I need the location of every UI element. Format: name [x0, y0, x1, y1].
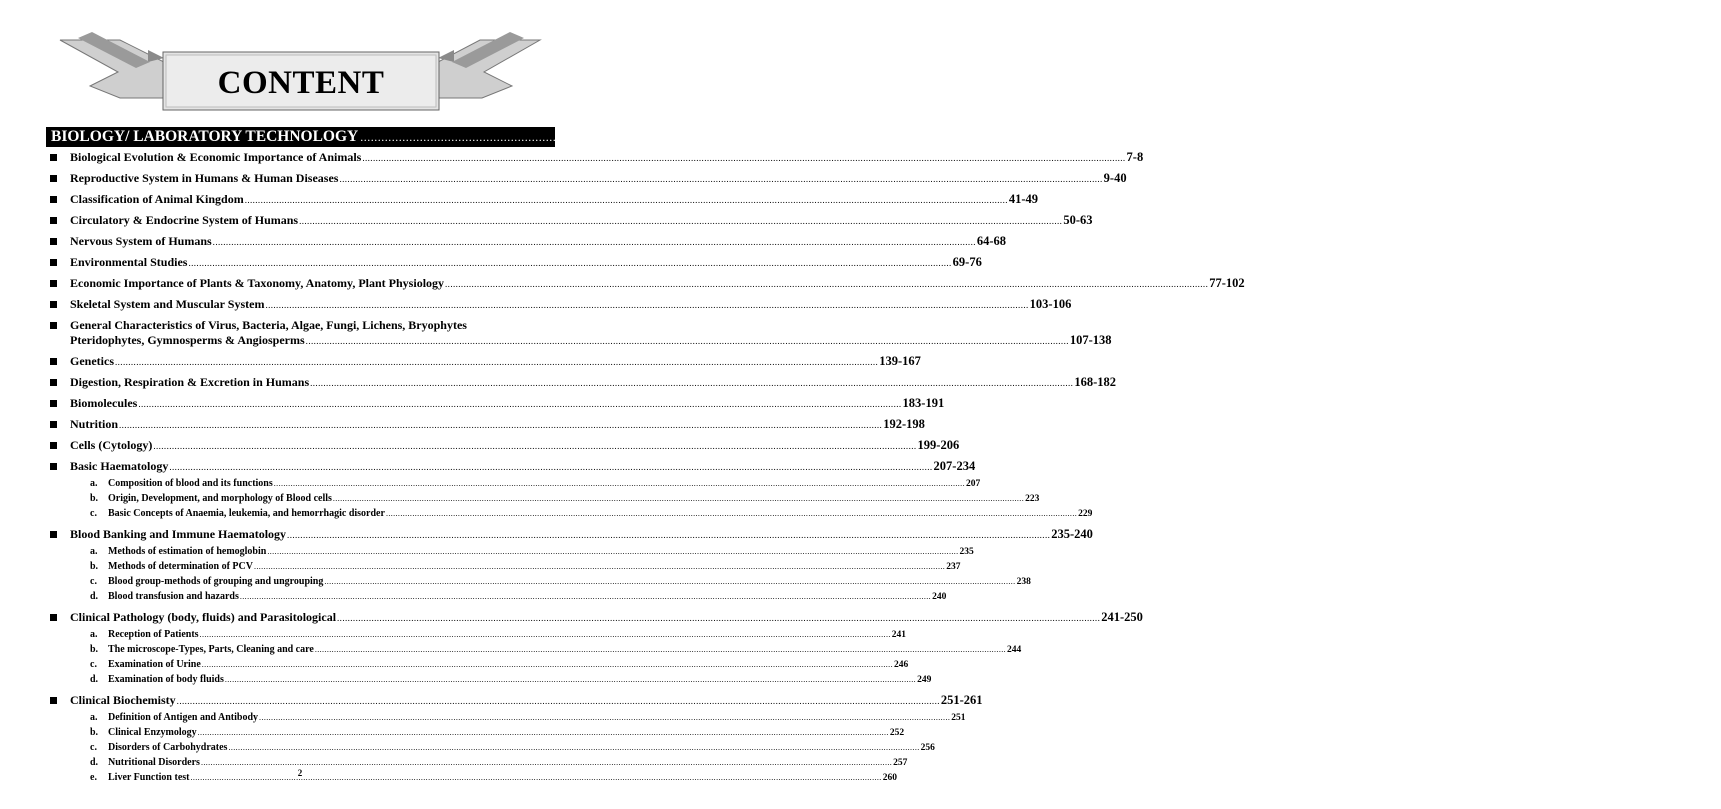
subentry-title: Methods of estimation of hemoglobin — [108, 546, 267, 557]
toc-entry-title: Environmental Studies — [70, 255, 188, 269]
toc-entry — [48, 396, 945, 412]
toc-subentry — [90, 492, 1040, 506]
toc-entry-line — [70, 297, 1072, 313]
subentry-page: 257 — [893, 758, 908, 768]
toc-entry-body — [70, 234, 1007, 250]
leader-dots — [225, 673, 916, 686]
toc-entry-pages: 235-240 — [1051, 527, 1093, 541]
toc-entry-body — [70, 255, 982, 271]
toc-subentries — [70, 628, 1022, 687]
leader-dots — [306, 334, 1069, 349]
section-leader-dots: ..... .......................................................................................... — [360, 130, 1683, 145]
toc-entry-body — [70, 459, 1093, 522]
subentry-title: Blood group-methods of grouping and ungrouping — [108, 576, 324, 587]
subentry-letter: b. — [90, 493, 99, 504]
toc-entry-title: Economic Importance of Plants & Taxonomy, Anatomy, Plant Physiology — [70, 276, 445, 290]
subentry-letter: a. — [90, 629, 98, 640]
section-pages: 7-306 — [1685, 128, 1721, 145]
toc-entry-line — [70, 333, 1112, 349]
square-bullet-icon — [50, 697, 57, 704]
toc-entry-pages: 251-261 — [940, 693, 983, 707]
subentry-letter: c. — [90, 659, 97, 670]
toc-entry-line — [70, 375, 1116, 391]
toc-entry-pages: 64-68 — [976, 234, 1007, 248]
toc-entry-line — [70, 171, 1127, 187]
toc-entry-pages: 77-102 — [1209, 276, 1245, 290]
toc-entry-pages: 9-40 — [1103, 171, 1127, 185]
toc-entry-title: Nervous System of Humans — [70, 234, 212, 248]
toc-entry-line — [70, 234, 1007, 250]
toc-entry — [48, 610, 1143, 688]
toc-entry — [48, 234, 1007, 250]
toc-entry-pages: 207-234 — [933, 459, 976, 473]
toc-entry-title: Reproductive System in Humans & Human Diseases — [70, 171, 339, 185]
toc-entry — [48, 255, 982, 271]
toc-entry — [48, 192, 1039, 208]
subentry-title: Clinical Enzymology — [108, 727, 197, 738]
subentry-title: Basic Concepts of Anaemia, leukemia, and hemorrhagic disorder — [108, 508, 385, 519]
toc-entry — [48, 318, 1112, 349]
square-bullet-icon — [50, 614, 57, 621]
subentry-title: Liver Function test — [108, 772, 190, 783]
subentry-page: 235 — [959, 547, 974, 557]
toc-entry — [48, 171, 1127, 187]
subentry-page: 260 — [882, 773, 897, 783]
toc-entry-pages: 41-49 — [1008, 192, 1039, 206]
subentry-letter: c. — [90, 508, 97, 519]
leader-dots — [310, 376, 1073, 391]
leader-dots — [200, 628, 891, 641]
toc-entry-line — [70, 213, 1093, 229]
toc-entry — [48, 213, 1093, 229]
subentry-title: Blood transfusion and hazards — [108, 591, 239, 602]
subentry-page: 252 — [889, 728, 905, 738]
subentry-title: Methods of determination of PCV — [108, 561, 253, 572]
section-heading — [46, 127, 1721, 147]
square-bullet-icon — [50, 421, 57, 428]
subentry-letter: b. — [90, 561, 99, 572]
subentry-letter: c. — [90, 576, 97, 587]
toc-entry-line — [70, 318, 551, 333]
square-bullet-icon — [50, 238, 57, 245]
square-bullet-icon — [50, 442, 57, 449]
leader-dots — [153, 439, 916, 454]
square-bullet-icon — [50, 400, 57, 407]
toc-entry-pages: 241-250 — [1101, 610, 1143, 624]
toc-entry-body — [70, 297, 1072, 313]
leader-dots — [259, 711, 950, 724]
square-bullet-icon — [50, 196, 57, 203]
toc-subentries — [70, 545, 1031, 604]
toc-entry-title: Nutrition — [70, 417, 118, 431]
toc-subentries — [70, 477, 1093, 521]
square-bullet-icon — [50, 301, 57, 308]
leader-dots — [254, 560, 945, 573]
toc-entry-line — [70, 276, 1245, 292]
subentry-title: Examination of Urine — [108, 659, 201, 670]
toc-entry-line — [70, 417, 925, 433]
toc-entry-pages: 69-76 — [952, 255, 982, 269]
subentry-letter: a. — [90, 478, 98, 489]
toc-entry-body — [70, 438, 960, 454]
subentry-title: Definition of Antigen and Antibody — [108, 712, 259, 723]
leader-dots — [299, 214, 1062, 229]
leader-dots — [337, 611, 1100, 626]
leader-dots — [202, 658, 893, 671]
toc-entry-title: Basic Haematology — [70, 459, 169, 473]
toc-subentry — [90, 575, 1031, 589]
leader-dots — [177, 694, 940, 709]
square-bullet-icon — [50, 463, 57, 470]
toc-entry-body — [70, 417, 925, 433]
toc-subentry — [90, 741, 935, 755]
leader-dots — [362, 151, 1125, 166]
table-of-contents — [48, 150, 1245, 791]
leader-dots — [198, 726, 889, 739]
subentry-title: Nutritional Disorders — [108, 757, 200, 768]
square-bullet-icon — [50, 175, 57, 182]
content-banner — [0, 0, 600, 125]
subentry-page: 249 — [917, 675, 932, 685]
subentry-letter: b. — [90, 644, 99, 655]
leader-dots — [265, 298, 1028, 313]
toc-entry — [48, 459, 1093, 522]
toc-entry-line — [70, 354, 921, 370]
leader-dots — [138, 397, 901, 412]
toc-entry-body — [70, 213, 1093, 229]
leader-dots — [274, 477, 965, 490]
toc-entry-pages: 168-182 — [1074, 375, 1116, 389]
toc-subentry — [90, 673, 932, 687]
subentry-title: Disorders of Carbohydrates — [108, 742, 228, 753]
toc-entry-line — [70, 396, 945, 412]
toc-entry-body — [70, 318, 1112, 349]
toc-entry-line — [70, 693, 983, 709]
section-title: BIOLOGY/ LABORATORY TECHNOLOGY — [51, 128, 359, 145]
leader-dots — [324, 575, 1015, 588]
toc-entry-title: Biological Evolution & Economic Importance of Animals — [70, 150, 362, 164]
toc-entry — [48, 438, 960, 454]
subentry-letter: a. — [90, 546, 98, 557]
toc-entry-title: Circulatory & Endocrine System of Humans — [70, 213, 299, 227]
subentry-letter: c. — [90, 742, 97, 753]
toc-entry-line — [70, 438, 960, 454]
toc-entry-title: Skeletal System and Muscular System — [70, 297, 265, 311]
subentry-page: 246 — [893, 660, 909, 670]
toc-subentry — [90, 628, 906, 642]
toc-subentry — [90, 545, 974, 559]
square-bullet-icon — [50, 379, 57, 386]
toc-entry-body — [70, 527, 1093, 605]
leader-dots — [228, 741, 919, 754]
toc-entry-body — [70, 396, 945, 412]
toc-entry-line — [70, 192, 1039, 208]
leader-dots — [339, 172, 1102, 187]
toc-entry-line — [70, 610, 1143, 626]
leader-dots — [188, 256, 951, 271]
leader-dots — [119, 418, 882, 433]
page-number: 2 — [297, 768, 303, 778]
toc-entry — [48, 297, 1072, 313]
subentry-title: Origin, Development, and morphology of Blood cells — [108, 493, 332, 504]
toc-subentry — [90, 711, 966, 725]
toc-entry-title: Pteridophytes, Gymnosperms & Angiosperms — [70, 333, 305, 347]
subentry-page: 238 — [1016, 577, 1031, 587]
toc-entry-pages: 192-198 — [883, 417, 925, 431]
toc-entry-line — [70, 255, 982, 271]
toc-entry-line — [70, 527, 1093, 543]
subentry-page: 244 — [1007, 645, 1022, 655]
subentry-page: 237 — [946, 562, 961, 572]
toc-entry-title: Biomolecules — [70, 396, 138, 410]
toc-entry-title: Digestion, Respiration & Excretion in Humans — [70, 375, 310, 389]
toc-entry-pages: 199-206 — [917, 438, 960, 452]
toc-entry — [48, 417, 925, 433]
toc-entry-pages: 183-191 — [902, 396, 945, 410]
toc-entry-body — [70, 192, 1039, 208]
subentry-page: 256 — [920, 743, 935, 753]
leader-dots — [213, 235, 976, 250]
subentry-letter: b. — [90, 727, 99, 738]
toc-subentry — [90, 658, 909, 672]
toc-entry-title: Classification of Animal Kingdom — [70, 192, 244, 206]
toc-entry — [48, 150, 1144, 166]
toc-entry — [48, 375, 1116, 391]
leader-dots — [240, 590, 931, 603]
toc-entry-pages: 7-8 — [1126, 150, 1144, 164]
toc-subentry — [90, 590, 947, 604]
toc-entry-body — [70, 276, 1245, 292]
square-bullet-icon — [50, 280, 57, 287]
square-bullet-icon — [50, 154, 57, 161]
toc-entry-title: Blood Banking and Immune Haematology — [70, 527, 287, 541]
toc-entry-title: General Characteristics of Virus, Bacteria, Algae, Fungi, Lichens, Bryophytes — [70, 318, 467, 332]
subentry-page: 240 — [932, 592, 947, 602]
toc-entry — [48, 527, 1093, 605]
subentry-title: Composition of blood and its functions — [108, 478, 273, 489]
toc-entry — [48, 354, 921, 370]
subentry-title: The microscope-Types, Parts, Cleaning and care — [108, 644, 314, 655]
toc-entry-pages: 139-167 — [879, 354, 921, 368]
toc-entry-body — [70, 354, 921, 370]
square-bullet-icon — [50, 217, 57, 224]
toc-entry-title: Genetics — [70, 354, 114, 368]
leader-dots — [169, 460, 932, 475]
subentry-letter: d. — [90, 591, 99, 602]
toc-subentry — [90, 726, 905, 740]
toc-entry-pages: 50-63 — [1063, 213, 1093, 227]
subentry-letter: d. — [90, 674, 99, 685]
subentry-page: 223 — [1025, 494, 1040, 504]
toc-entry-body — [70, 150, 1144, 166]
toc-entry-line — [70, 459, 976, 475]
leader-dots — [115, 355, 878, 370]
page-title: CONTENT — [217, 64, 385, 101]
toc-entry-body — [70, 375, 1116, 391]
subentry-title: Reception of Patients — [108, 629, 199, 640]
subentry-letter: a. — [90, 712, 98, 723]
toc-entry — [48, 276, 1245, 292]
leader-dots — [386, 507, 1077, 520]
square-bullet-icon — [50, 322, 57, 329]
leader-dots — [333, 492, 1024, 505]
toc-entry-title: Clinical Pathology (body, fluids) and Parasitological — [70, 610, 337, 624]
square-bullet-icon — [50, 259, 57, 266]
toc-subentry — [90, 643, 1022, 657]
subentry-page: 241 — [891, 630, 906, 640]
square-bullet-icon — [50, 531, 57, 538]
subentry-page: 251 — [951, 713, 966, 723]
toc-entry-pages: 103-106 — [1029, 297, 1072, 311]
toc-subentry — [90, 477, 981, 491]
toc-entry-line — [70, 150, 1144, 166]
subentry-title: Examination of body fluids — [108, 674, 224, 685]
subentry-page: 207 — [965, 479, 981, 489]
subentry-page: 229 — [1078, 509, 1093, 519]
toc-subentry — [90, 560, 961, 574]
leader-dots — [287, 528, 1050, 543]
leader-dots — [245, 193, 1008, 208]
toc-entry-title: Clinical Biochemisty — [70, 693, 176, 707]
leader-dots — [445, 277, 1208, 292]
subentry-letter: d. — [90, 757, 99, 768]
subentry-letter: e. — [90, 772, 97, 783]
toc-entry-pages: 107-138 — [1069, 333, 1112, 347]
square-bullet-icon — [50, 358, 57, 365]
leader-dots — [315, 643, 1006, 656]
leader-dots — [267, 545, 958, 558]
toc-entry-body — [70, 171, 1127, 187]
toc-entry-title: Cells (Cytology) — [70, 438, 153, 452]
toc-entry-body — [70, 610, 1143, 688]
toc-subentry — [90, 507, 1093, 521]
